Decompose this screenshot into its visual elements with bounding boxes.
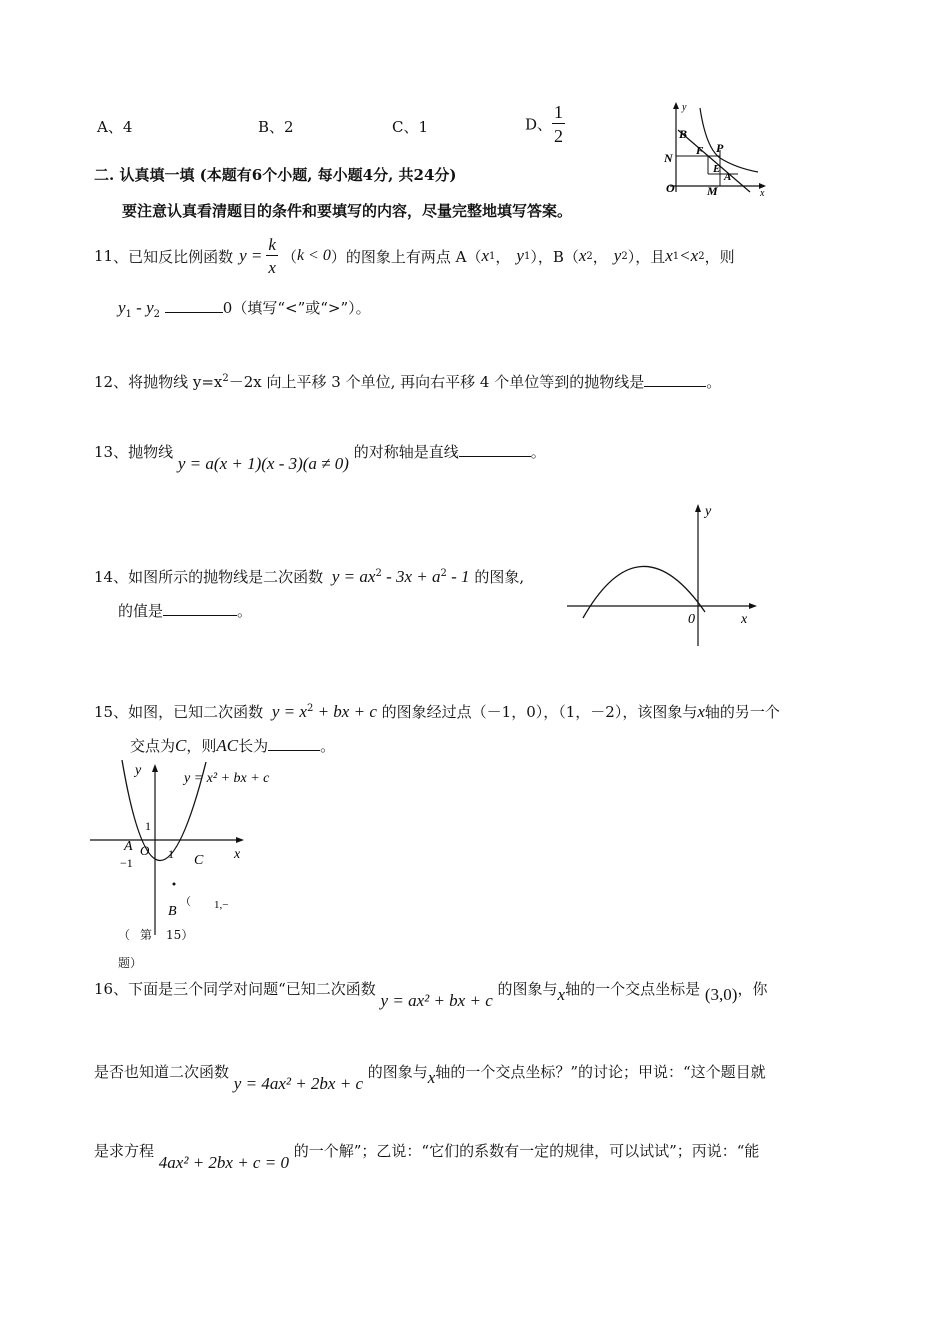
question-16-line2: 是否也知道二次函数 y = 4ax² + 2bx + c 的图象与x轴的一个交点坐标？”的讨论；甲说：“这个题目就 xyxy=(94,1063,766,1093)
fig10-o-label: O xyxy=(666,181,675,195)
q12-answer-blank[interactable] xyxy=(644,372,706,387)
fig10-e-label: E xyxy=(713,163,721,175)
fig14-y-label: y xyxy=(705,504,712,519)
fig15-a-label: A xyxy=(124,839,133,854)
question-14-line1: 14、如图所示的抛物线是二次函数 $y = ax^2 - 3x + a^2 - 1$ 的图象, xyxy=(94,567,525,586)
fig15-paren-label: （ xyxy=(180,896,191,908)
fig10-y-label: y xyxy=(682,102,687,113)
figure-q10 xyxy=(660,100,770,198)
fig15-b-label: B xyxy=(168,904,177,919)
choice-b: B、2 xyxy=(258,118,294,136)
question-16-line1: 16、下面是三个同学对问题“已知二次函数 y = ax² + bx + c 的图象与x轴的一个交点坐标是 (3,0)，你 xyxy=(94,980,768,1010)
question-12: 12、将抛物线 $y=x^2-2x$ 向上平移 3 个单位, 再向右平移 4 个单位等到的抛物线是 。 xyxy=(94,373,722,391)
figure-q14 xyxy=(565,500,760,648)
q14-answer-blank[interactable] xyxy=(163,601,237,616)
question-14-line2: 的值是 。 xyxy=(118,602,253,620)
fig10-m-label: M xyxy=(707,184,718,198)
question-15-line2: 交点为C，则AC长为 。 xyxy=(130,736,336,755)
fig15-o-label: O xyxy=(140,843,150,858)
fig10-n-label: N xyxy=(664,151,673,165)
question-11-line2: $y_1 - y_2$ 0（填写“<”或“>”）。 xyxy=(118,298,371,320)
fig15-one-x-label: 1 xyxy=(168,847,174,861)
section-title: 二. 认真填一填 (本题有6个小题, 每小题4分, 共24分) xyxy=(94,166,457,184)
question-16-line3: 是求方程 4ax² + 2bx + c = 0 的一个解”；乙说：“它们的系数有一定的规律，可以试试”；丙说：“能 xyxy=(94,1142,760,1172)
fig15-one-y-label: 1 xyxy=(145,819,151,833)
question-13: 13、抛物线 y = a(x + 1)(x - 3)(a ≠ 0) 的对称轴是直线 。 xyxy=(94,443,546,473)
fig10-b-label: B xyxy=(679,127,688,141)
choice-a: A、4 xyxy=(97,118,133,136)
choice-c: C、1 xyxy=(392,118,429,136)
fig15-formula: y = x² + bx + c xyxy=(184,771,270,786)
fig14-x-label: x xyxy=(741,612,748,627)
q13-answer-blank[interactable] xyxy=(459,442,531,457)
one-half-fraction: $\frac{1}{2}$ xyxy=(554,102,564,146)
fig10-x-label: x xyxy=(760,188,765,198)
fig15-neg1-label: −1 xyxy=(120,856,133,870)
question-11-line1: 11 、已知反比例函数 y = $\frac{k}{x}$ （ k < 0 ）的图象上有两点 A（ x 1 ， y 1 ），B（ x 2 ， y 2 ），且 x 1 < x 2 ，则 xyxy=(94,235,735,277)
question-15-line1: 15、如图，已知二次函数 $y = x^2$ + bx + c 的图象经过点（－1，0），（1，－2），该图象与x轴的另一个 xyxy=(94,702,780,721)
fig15-y-label: y xyxy=(135,763,142,778)
figure-q15 xyxy=(88,760,288,940)
fig15-b-coord-label: 1,− xyxy=(214,899,229,911)
q15-answer-blank[interactable] xyxy=(268,736,320,751)
k-over-x-fraction: $\frac{k}{x}$ xyxy=(268,235,276,277)
section-note: 要注意认真看清题目的条件和要填写的内容，尽量完整地填写答案。 xyxy=(122,202,573,220)
q11-answer-blank[interactable] xyxy=(165,298,223,313)
figure-q15-caption-2: 题） xyxy=(118,956,143,970)
fig15-c-label: C xyxy=(194,853,204,868)
choice-d: D、 $\frac{1}{2}$ xyxy=(525,102,564,146)
fig15-x-label: x xyxy=(234,847,241,862)
fig10-f-label: F xyxy=(696,145,704,157)
fig10-a-label: A xyxy=(724,171,732,183)
fig14-origin-label: 0 xyxy=(688,612,695,627)
figure-q15-caption: （ 第 15） xyxy=(118,928,194,942)
fig10-p-label: P xyxy=(716,141,724,155)
